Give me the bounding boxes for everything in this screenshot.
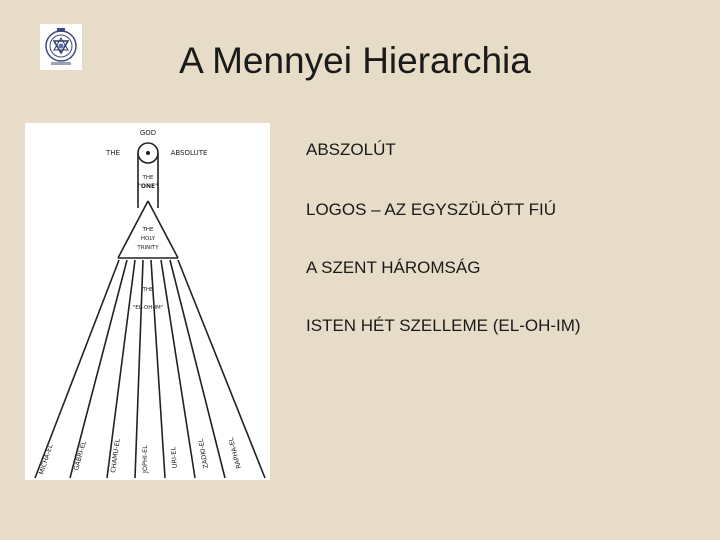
trinity-label-line1: THE: [142, 227, 154, 233]
ray-label-michael: MICHA-EL: [37, 443, 55, 476]
bullet-item: ABSZOLÚT: [306, 140, 396, 159]
bullet-item: LOGOS – AZ EGYSZÜLÖTT FIÚ: [306, 200, 557, 219]
ray-label-chamuel: CHAMU-EL: [109, 438, 122, 474]
trinity-label-line3: TRINITY: [137, 245, 159, 251]
ray-label-raphael: RAPHA-EL: [226, 436, 243, 470]
elohim-label-line1: THE: [142, 287, 154, 293]
one-label-line2: "ONE": [137, 183, 159, 190]
ray-label-jophiel: JOPHI-EL: [141, 445, 149, 473]
one-label-line1: THE: [142, 175, 154, 181]
bullet-item: ISTEN HÉT SZELLEME (EL-OH-IM): [306, 316, 581, 335]
ray-line: [178, 260, 265, 478]
hierarchy-diagram: [25, 123, 270, 480]
ray-label-gabriel: GABRI-EL: [72, 440, 88, 472]
absolute-label: ABSOLUTE: [170, 149, 208, 157]
trinity-label-line2: HOLY: [140, 236, 156, 242]
ray-label-uriel: URI-EL: [169, 446, 179, 469]
ray-label-zadkiel: ZADKI-EL: [196, 437, 210, 470]
elohim-label-line2: "EL-OH-IM": [132, 305, 164, 311]
the-label: THE: [106, 149, 120, 157]
bullet-item: A SZENT HÁROMSÁG: [306, 258, 481, 277]
god-center-dot: [146, 151, 150, 155]
slide-title: A Mennyei Hierarchia: [179, 40, 531, 81]
ray-line: [107, 260, 135, 478]
god-label: GOD: [139, 129, 157, 137]
